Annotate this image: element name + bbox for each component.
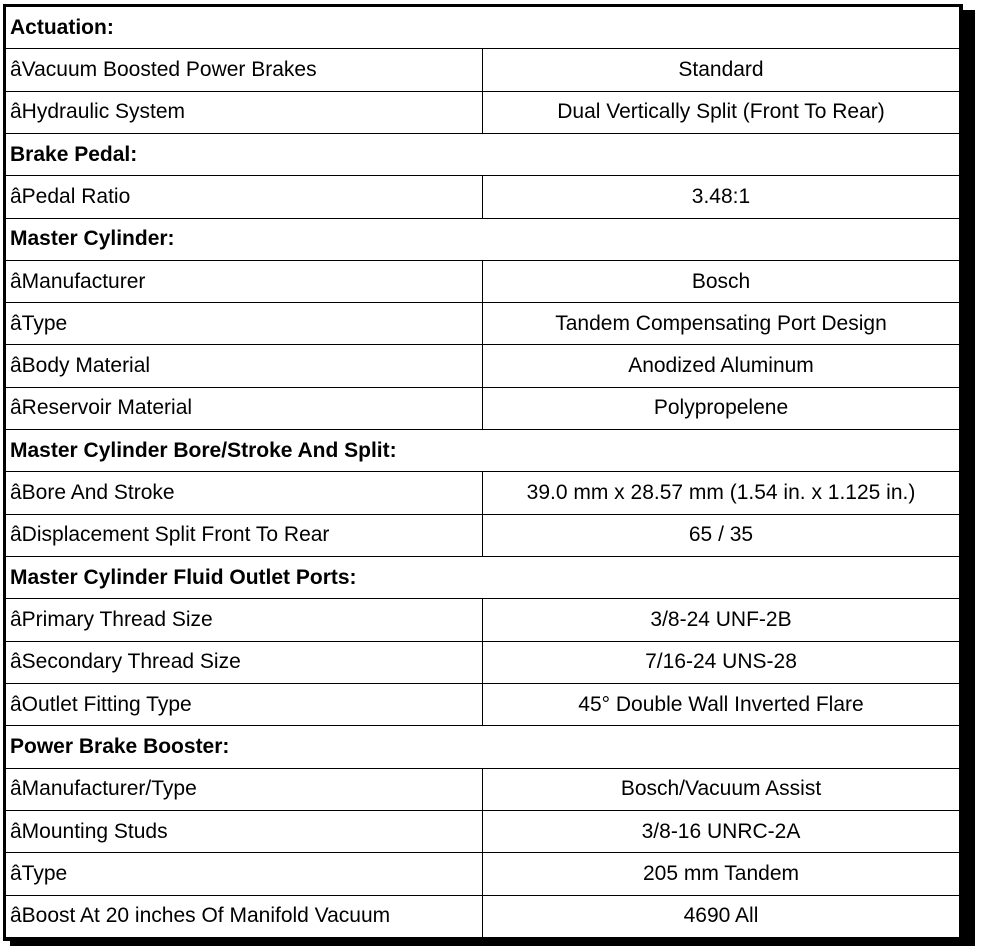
spec-label: âBody Material bbox=[6, 345, 483, 387]
brake-spec-table bbox=[6, 7, 959, 937]
section-header-row bbox=[6, 726, 959, 768]
spec-value: 45° Double Wall Inverted Flare bbox=[483, 683, 960, 725]
spec-label: âMounting Studs bbox=[6, 810, 483, 852]
table-row bbox=[6, 768, 959, 810]
spec-value: 3/8-24 UNF-2B bbox=[483, 599, 960, 641]
spec-value: Anodized Aluminum bbox=[483, 345, 960, 387]
table-shadow-bottom bbox=[10, 941, 975, 946]
table-row bbox=[6, 853, 959, 895]
table-row bbox=[6, 345, 959, 387]
spec-value: Polypropelene bbox=[483, 387, 960, 429]
spec-value: Dual Vertically Split (Front To Rear) bbox=[483, 91, 960, 133]
spec-label: âBore And Stroke bbox=[6, 472, 483, 514]
spec-value: 65 / 35 bbox=[483, 514, 960, 556]
table-row bbox=[6, 387, 959, 429]
spec-value: Standard bbox=[483, 49, 960, 91]
section-header: Master Cylinder: bbox=[6, 218, 959, 260]
spec-value: Tandem Compensating Port Design bbox=[483, 303, 960, 345]
section-header: Actuation: bbox=[6, 7, 959, 49]
spec-value: 3.48:1 bbox=[483, 176, 960, 218]
section-header-row bbox=[6, 557, 959, 599]
section-header: Brake Pedal: bbox=[6, 133, 959, 175]
spec-value: Bosch bbox=[483, 260, 960, 302]
section-header: Master Cylinder Fluid Outlet Ports: bbox=[6, 557, 959, 599]
table-row bbox=[6, 895, 959, 937]
spec-value: 39.0 mm x 28.57 mm (1.54 in. x 1.125 in.) bbox=[483, 472, 960, 514]
table-row bbox=[6, 472, 959, 514]
spec-value: 205 mm Tandem bbox=[483, 853, 960, 895]
section-header-row bbox=[6, 133, 959, 175]
spec-label: âPedal Ratio bbox=[6, 176, 483, 218]
table-row bbox=[6, 599, 959, 641]
table-row bbox=[6, 260, 959, 302]
spec-value: 7/16-24 UNS-28 bbox=[483, 641, 960, 683]
spec-table-body bbox=[6, 7, 959, 937]
table-row bbox=[6, 303, 959, 345]
spec-label: âManufacturer bbox=[6, 260, 483, 302]
table-row bbox=[6, 49, 959, 91]
table-row bbox=[6, 810, 959, 852]
table-shadow-right bbox=[963, 10, 975, 945]
spec-label: âReservoir Material bbox=[6, 387, 483, 429]
spec-label: âVacuum Boosted Power Brakes bbox=[6, 49, 483, 91]
section-header: Master Cylinder Bore/Stroke And Split: bbox=[6, 430, 959, 472]
spec-label: âType bbox=[6, 853, 483, 895]
spec-label: âBoost At 20 inches Of Manifold Vacuum bbox=[6, 895, 483, 937]
table-row bbox=[6, 91, 959, 133]
table-row bbox=[6, 641, 959, 683]
table-row bbox=[6, 683, 959, 725]
section-header-row bbox=[6, 218, 959, 260]
spec-value: 3/8-16 UNRC-2A bbox=[483, 810, 960, 852]
spec-label: âOutlet Fitting Type bbox=[6, 683, 483, 725]
section-header-row bbox=[6, 7, 959, 49]
spec-label: âManufacturer/Type bbox=[6, 768, 483, 810]
section-header: Power Brake Booster: bbox=[6, 726, 959, 768]
table-row bbox=[6, 514, 959, 556]
section-header-row bbox=[6, 430, 959, 472]
spec-label: âType bbox=[6, 303, 483, 345]
spec-label: âPrimary Thread Size bbox=[6, 599, 483, 641]
spec-table-frame bbox=[3, 4, 963, 941]
spec-value: Bosch/Vacuum Assist bbox=[483, 768, 960, 810]
spec-label: âSecondary Thread Size bbox=[6, 641, 483, 683]
table-row bbox=[6, 176, 959, 218]
spec-label: âDisplacement Split Front To Rear bbox=[6, 514, 483, 556]
spec-value: 4690 All bbox=[483, 895, 960, 937]
spec-label: âHydraulic System bbox=[6, 91, 483, 133]
